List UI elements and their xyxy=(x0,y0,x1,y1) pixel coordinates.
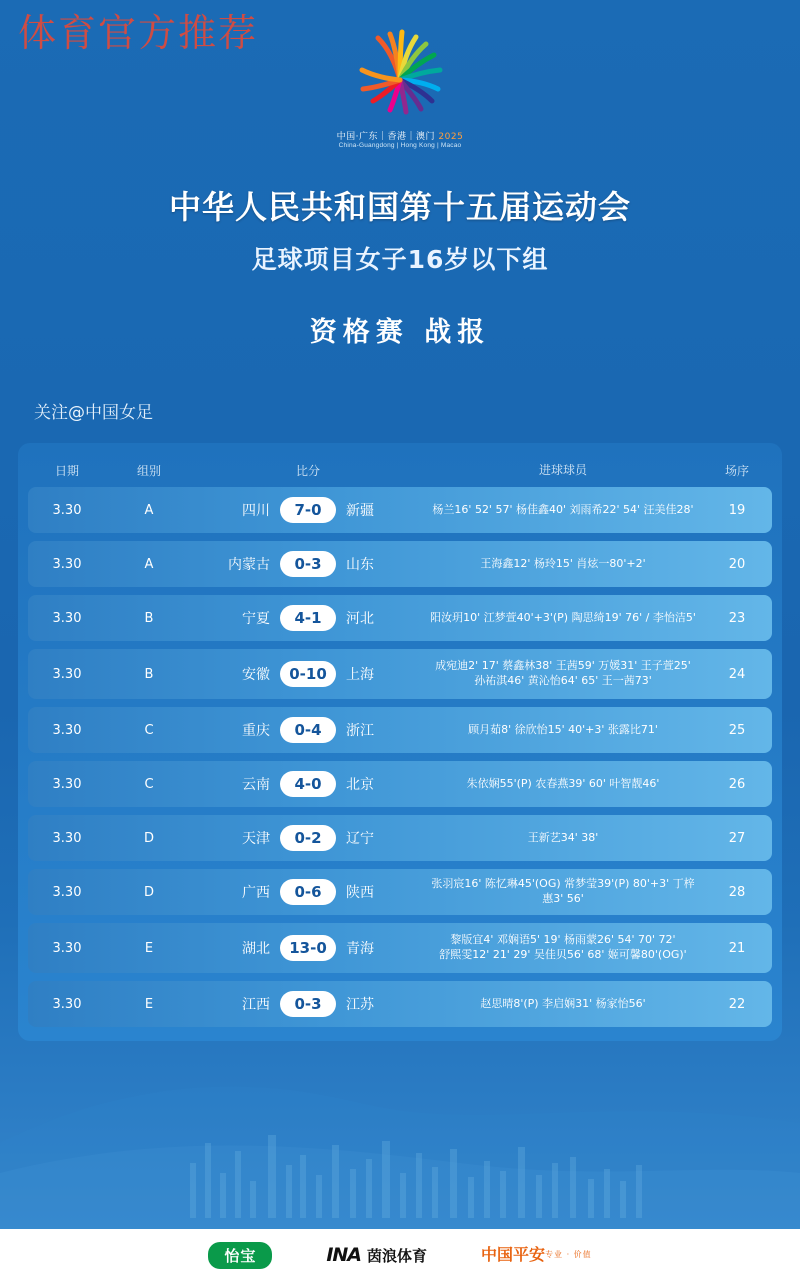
sponsor-pingan-label: 中国平安 xyxy=(481,1244,546,1264)
page-section-title: 资格赛 战报 xyxy=(309,317,491,348)
cell-no: 27 xyxy=(728,830,746,846)
cell-home-team: 江西 xyxy=(242,997,270,1013)
scorers-line: 王新艺34' 38' xyxy=(527,830,599,844)
scorers-line: 孙祐淇46' 黄沁怡64' 65' 王一茜73' xyxy=(474,674,652,687)
cell-away-team: 陕西 xyxy=(346,885,374,901)
cell-scorers xyxy=(424,997,702,1012)
cell-home-team: 广西 xyxy=(242,885,270,901)
sponsor-footer xyxy=(0,1229,800,1281)
sponsor-ina xyxy=(326,1244,427,1266)
table-row xyxy=(28,595,772,641)
sponsor-yibao-label: 怡宝 xyxy=(208,1242,272,1269)
cell-home-team: 重庆 xyxy=(242,723,270,739)
cell-date: 3.30 xyxy=(52,666,82,682)
cell-scorers xyxy=(424,933,702,963)
cell-group: B xyxy=(144,610,154,626)
emblem-year: 2025 xyxy=(438,132,464,142)
emblem-caption xyxy=(337,132,464,150)
cell-date: 3.30 xyxy=(52,610,82,626)
cell-away-team: 上海 xyxy=(346,667,374,683)
scorers-line: 成宛迪2' 17' 蔡鑫林38' 王茜59' 万媛31' 王子萱25' xyxy=(435,659,691,673)
cell-scorers xyxy=(424,659,702,689)
cell-no: 19 xyxy=(728,502,746,518)
cell-date: 3.30 xyxy=(52,830,82,846)
emblem-caption-cn: 中国·广东｜香港｜澳门 xyxy=(336,132,436,142)
cell-home-team: 安徽 xyxy=(242,667,270,683)
scorers-line: 赵思晴8'(P) 李启娴31' 杨家怡56' xyxy=(480,996,646,1010)
cell-scorers xyxy=(424,611,702,626)
scorers-line: 王海鑫12' 杨玲15' 肖炫一80'+2' xyxy=(480,556,646,570)
cell-home-team: 云南 xyxy=(242,777,270,793)
cell-match xyxy=(192,879,424,905)
cell-scorers xyxy=(424,877,702,907)
cell-home-team: 天津 xyxy=(242,831,270,847)
cell-score: 0-3 xyxy=(280,551,336,577)
table-row xyxy=(28,923,772,973)
cell-score: 7-0 xyxy=(280,497,336,523)
cell-no: 20 xyxy=(728,556,746,572)
header-group: 组别 xyxy=(136,463,161,478)
cell-away-team: 江苏 xyxy=(346,997,374,1013)
scorers-line: 顾月茹8' 徐欣怡15' 40'+3' 张露比71' xyxy=(468,722,658,736)
cell-date: 3.30 xyxy=(52,776,82,792)
table-row xyxy=(28,869,772,915)
cell-away-team: 河北 xyxy=(346,611,374,627)
cell-group: E xyxy=(144,996,154,1012)
page-title: 中华人民共和国第十五届运动会 xyxy=(168,188,631,226)
scorers-line: 杨兰16' 52' 57' 杨佳鑫40' 刘雨希22' 54' 汪美佳28' xyxy=(432,502,694,516)
cell-home-team: 湖北 xyxy=(242,941,270,957)
cell-group: C xyxy=(144,776,154,792)
header-no: 场序 xyxy=(724,463,749,478)
cell-away-team: 辽宁 xyxy=(346,831,374,847)
cell-away-team: 山东 xyxy=(346,557,374,573)
cell-no: 23 xyxy=(728,610,746,626)
table-row xyxy=(28,761,772,807)
cell-scorers xyxy=(424,557,702,572)
cell-score: 0-2 xyxy=(280,825,336,851)
cell-match xyxy=(192,497,424,523)
watermark-text: 体育官方推荐 xyxy=(18,11,259,55)
cell-group: C xyxy=(144,722,154,738)
cell-group: A xyxy=(144,556,154,572)
table-row xyxy=(28,981,772,1027)
cell-no: 21 xyxy=(728,940,746,956)
cell-no: 24 xyxy=(728,666,746,682)
cell-match xyxy=(192,551,424,577)
table-row xyxy=(28,487,772,533)
cell-date: 3.30 xyxy=(52,940,82,956)
cell-match xyxy=(192,661,424,687)
cell-score: 4-1 xyxy=(280,605,336,631)
cell-no: 22 xyxy=(728,996,746,1012)
cell-away-team: 青海 xyxy=(346,941,374,957)
cell-home-team: 四川 xyxy=(242,503,270,519)
cell-match xyxy=(192,991,424,1017)
table-header xyxy=(28,453,772,487)
table-row xyxy=(28,707,772,753)
cell-date: 3.30 xyxy=(52,722,82,738)
cell-away-team: 新疆 xyxy=(346,503,374,519)
cell-date: 3.30 xyxy=(52,502,82,518)
sponsor-ina-mark: INA xyxy=(326,1244,362,1266)
cell-match xyxy=(192,717,424,743)
cell-score: 4-0 xyxy=(280,771,336,797)
cell-match xyxy=(192,771,424,797)
scorers-line: 阳汝玥10' 江梦萱40'+3'(P) 陶思绮19' 76' / 李怡洁5' xyxy=(430,610,696,624)
scorers-line: 黎版宜4' 邓娴语5' 19' 杨雨蒙26' 54' 70' 72' xyxy=(450,933,676,947)
scorers-line: 舒熙雯12' 21' 29' 吴佳贝56' 68' 姬可馨80'(OG)' xyxy=(439,948,687,961)
scorers-line: 张羽宸16' 陈忆琳45'(OG) 常梦莹39'(P) 80'+3' 丁梓惠3' 56' xyxy=(431,877,695,905)
games-emblem-icon xyxy=(344,18,456,130)
skyline-decoration xyxy=(0,1023,800,1233)
sponsor-pingan-sublabel: 专业 · 价值 xyxy=(545,1250,592,1260)
cell-no: 28 xyxy=(728,884,746,900)
cell-match xyxy=(192,935,424,961)
cell-group: B xyxy=(144,666,154,682)
page-subtitle: 足球项目女子16岁以下组 xyxy=(251,245,549,274)
cell-scorers xyxy=(424,503,702,518)
cell-no: 25 xyxy=(728,722,746,738)
emblem-caption-en: China-Guangdong | Hong Kong | Macao xyxy=(338,142,462,150)
cell-away-team: 浙江 xyxy=(346,723,374,739)
cell-match xyxy=(192,605,424,631)
cell-group: E xyxy=(144,940,154,956)
sponsor-ina-label: 茵浪体育 xyxy=(367,1246,428,1265)
cell-group: D xyxy=(143,830,154,846)
table-row xyxy=(28,541,772,587)
cell-group: D xyxy=(143,884,154,900)
table-row xyxy=(28,815,772,861)
cell-date: 3.30 xyxy=(52,556,82,572)
table-row xyxy=(28,649,772,699)
header-scorers: 进球球员 xyxy=(538,462,587,477)
cell-score: 0-10 xyxy=(280,661,336,687)
sponsor-pingan xyxy=(481,1246,592,1264)
cell-score: 0-6 xyxy=(280,879,336,905)
cell-home-team: 内蒙古 xyxy=(228,557,270,573)
cell-scorers xyxy=(424,777,702,792)
cell-scorers xyxy=(424,723,702,738)
title-block xyxy=(0,182,800,349)
cell-match xyxy=(192,825,424,851)
scorers-line: 朱依娴55'(P) 农春燕39' 60' 叶智靓46' xyxy=(466,776,660,790)
cell-group: A xyxy=(144,502,154,518)
header-date: 日期 xyxy=(54,463,79,478)
cell-date: 3.30 xyxy=(52,884,82,900)
follow-handle: 关注@中国女足 xyxy=(34,403,153,423)
cell-scorers xyxy=(424,831,702,846)
cell-date: 3.30 xyxy=(52,996,82,1012)
cell-score: 0-4 xyxy=(280,717,336,743)
cell-score: 0-3 xyxy=(280,991,336,1017)
cell-away-team: 北京 xyxy=(346,777,374,793)
cell-no: 26 xyxy=(728,776,746,792)
results-card xyxy=(18,443,782,1041)
cell-home-team: 宁夏 xyxy=(242,611,270,627)
header-score: 比分 xyxy=(295,463,320,478)
cell-score: 13-0 xyxy=(280,935,336,961)
sponsor-yibao xyxy=(208,1242,272,1269)
